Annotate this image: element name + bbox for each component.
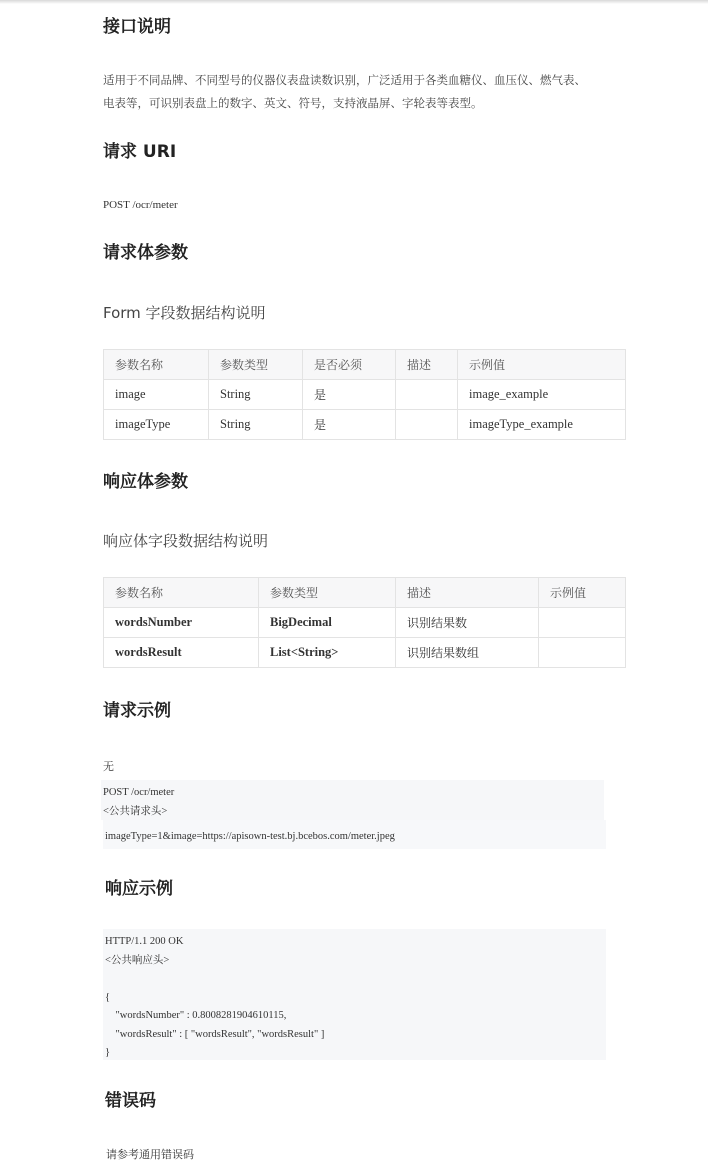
request-body-heading: 请求体参数 [103, 243, 188, 263]
response-example-heading: 响应示例 [105, 879, 173, 899]
table-cell [396, 380, 458, 410]
header-cell: 是否必须 [303, 350, 396, 380]
table-cell: wordsNumber [104, 608, 259, 638]
intro-paragraph: 适用于不同品牌、不同型号的仪器仪表盘读数识别，广泛适用于各类血糖仪、血压仪、燃气表、电表等，可识别表盘上的数字、英文、符号，支持液晶屏、字轮表等表型。 [103, 73, 586, 110]
table-cell: imageType [104, 410, 209, 440]
request-example-none: 无 [103, 760, 114, 773]
error-code-heading: 错误码 [105, 1091, 156, 1111]
table-cell: imageType_example [458, 410, 626, 440]
table-row [104, 608, 626, 638]
response-body-heading: 响应体参数 [103, 472, 188, 492]
header-cell: 参数名称 [104, 350, 209, 380]
table-row [104, 410, 626, 440]
table-cell: 识别结果数 [396, 608, 539, 638]
table-cell [396, 410, 458, 440]
header-cell: 参数类型 [259, 578, 396, 608]
table-cell: 是 [303, 410, 396, 440]
table-cell: wordsResult [104, 638, 259, 668]
header-cell: 参数类型 [209, 350, 303, 380]
request-example-head-code: POST /ocr/meter <公共请求头> [101, 780, 604, 820]
table-header-row [104, 578, 626, 608]
table-cell: image [104, 380, 209, 410]
table-row [104, 380, 626, 410]
request-uri-value: POST /ocr/meter [103, 199, 178, 211]
table-cell: String [209, 410, 303, 440]
request-example-body-code: imageType=1&image=https://apisown-test.bj.bcebos.com/meter.jpeg [103, 820, 606, 849]
table-cell: BigDecimal [259, 608, 396, 638]
request-params-table [103, 349, 626, 440]
request-uri-heading: 请求 URI [103, 142, 177, 162]
intro-heading: 接口说明 [103, 17, 171, 37]
table-cell: image_example [458, 380, 626, 410]
table-row [104, 638, 626, 668]
response-body-subtitle: 响应体字段数据结构说明 [103, 532, 269, 550]
response-params-table [103, 577, 626, 668]
request-body-subtitle: Form 字段数据结构说明 [103, 304, 266, 322]
table-cell [539, 638, 626, 668]
header-cell: 示例值 [458, 350, 626, 380]
table-cell: 识别结果数组 [396, 638, 539, 668]
table-cell [539, 608, 626, 638]
header-cell: 描述 [396, 578, 539, 608]
header-cell: 描述 [396, 350, 458, 380]
header-cell: 示例值 [539, 578, 626, 608]
table-cell: String [209, 380, 303, 410]
header-cell: 参数名称 [104, 578, 259, 608]
table-header-row [104, 350, 626, 380]
error-code-text: 请参考通用错误码 [106, 1148, 194, 1161]
top-shadow [0, 0, 708, 4]
table-cell: 是 [303, 380, 396, 410]
response-example-code: HTTP/1.1 200 OK <公共响应头> { "wordsNumber" : 0.8008281904610115, "wordsResult" : [ "wordsResult", "wordsResult" ] } [103, 929, 606, 1060]
request-example-heading: 请求示例 [103, 701, 171, 721]
table-cell: List<String> [259, 638, 396, 668]
